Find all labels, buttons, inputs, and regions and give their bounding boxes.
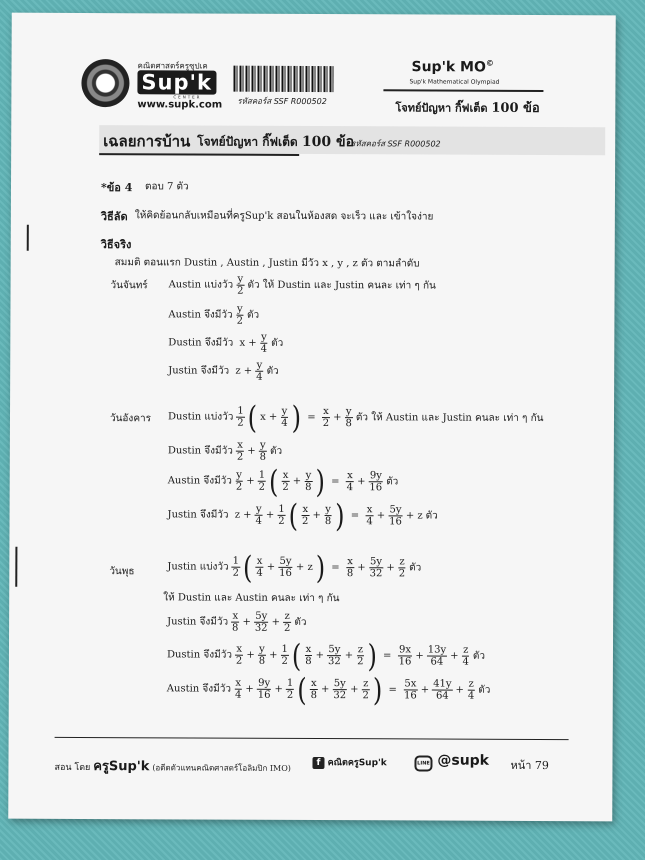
fraction: $\frac{y}{4}$	[256, 359, 263, 383]
fraction: $\frac{x}{2}$	[235, 643, 243, 667]
unit-label: ตัว	[294, 616, 307, 628]
give-austin-justin-text: ตัว ให้ Austin และ Justin คนละ เท่า ๆ กัน	[355, 412, 544, 425]
fraction: $\frac{1}{2}$	[258, 469, 266, 493]
document-page	[8, 13, 616, 822]
fraction: $\frac{x}{8}$	[310, 677, 318, 702]
fraction: $\frac{1}{2}$	[232, 555, 240, 579]
mon-justin-has: Justin จึงมีวัว z + $\frac{y}{4}$ ตัว	[168, 359, 279, 383]
line-id: @supk	[437, 752, 490, 769]
method-label: วิธีจริง	[100, 238, 132, 252]
fraction: $\frac{5y}{16}$	[389, 504, 402, 528]
band-subtitle-num: 100 ข้อ	[301, 133, 355, 151]
fraction: $\frac{y}{8}$	[305, 469, 312, 493]
footer-facebook	[312, 755, 386, 769]
brand-small-text: คณิตศาสตร์ครูซุปเค	[137, 61, 208, 71]
austin-has-label: Austin จึงมีวัว	[167, 475, 232, 487]
dustin-has-label: Dustin จึงมีวัว	[166, 649, 232, 661]
fraction: $\frac{5x}{16}$	[403, 678, 417, 702]
tue-dustin-has: Dustin จึงมีวัว $\frac{x}{2}$ + $\frac{y}{8}$ ตัว	[167, 439, 283, 463]
facebook-page: คณิตครูSup'k	[327, 758, 387, 769]
mon-austin-has	[168, 303, 259, 326]
austin-splits-label: Austin แบ่งวัว	[168, 279, 234, 291]
mo-title-text: Sup'k MO	[411, 59, 486, 76]
book-title	[395, 96, 539, 118]
fraction: $\frac{y}{4}$	[260, 331, 268, 355]
footer-line	[414, 752, 489, 771]
fraction: $\frac{1}{2}$	[237, 405, 244, 429]
fraction: $\frac{y}{4}$	[281, 405, 288, 429]
fraction: $\frac{z}{2}$	[362, 678, 369, 702]
brand-big-text: Sup'k	[137, 70, 216, 94]
teacher-name: ครูSup'k	[93, 759, 150, 775]
teach-by-label: สอน โดย	[54, 762, 91, 774]
fraction: $\frac{y}{8}$	[258, 643, 266, 667]
fraction: $\frac{5y}{16}$	[279, 555, 292, 579]
day-wednesday: วันพุธ	[109, 566, 135, 578]
fraction: $\frac{x}{8}$	[305, 643, 312, 668]
wed-justin-split: Justin แบ่งวัว $\frac{1}{2}$ ( $\frac{x}{4}$ + $\frac{5y}{16}$ + z ) = $\frac{x}{8}$ + $\frac{5y}{32}$ + $\frac{z}{2}$ ตัว	[167, 549, 422, 586]
wed-dustin-has: Dustin จึงมีวัว $\frac{x}{2}$ + $\frac{y}{8}$ + $\frac{1}{2}$ ( $\frac{x}{8}$ + $\frac{5y}{32}$ + $\frac{z}{2}$ ) = $\frac{9x}{16}$ + $\frac{13y}{64}$ + $\frac{z}{4}$ ตัว	[166, 637, 486, 674]
unit-label: ตัว	[386, 476, 399, 488]
fraction: $\frac{x}{4}$	[366, 504, 373, 528]
dustin-has-label: Dustin จึงมีวัว	[168, 337, 234, 349]
unit-label: ตัว	[271, 337, 284, 349]
fraction: $\frac{x}{4}$	[256, 555, 263, 579]
give-dustin-justin-text: ตัว ให้ Dustin และ Justin คนละ เท่า ๆ กัน	[247, 279, 436, 292]
tue-justin-has: Justin จึงมีวัว z + $\frac{y}{4}$ + $\frac{1}{2}$ ( $\frac{x}{2}$ + $\frac{y}{8}$ ) = $\frac{x}{4}$ + $\frac{5y}{16}$ + z ตัว	[167, 497, 438, 534]
fraction: $\frac{9y}{16}$	[369, 470, 383, 494]
barcode-code: รหัสคอร์ส SSF R000502	[237, 96, 327, 107]
justin-has-label: Justin จึงมีวัว	[167, 509, 229, 521]
austin-has-label: Austin จึงมีวัว	[166, 683, 232, 695]
teacher-note: (อดีตตัวแทนคณิตศาสตร์โอลิมปิก IMO)	[152, 763, 291, 773]
barcode	[233, 66, 333, 92]
give-dustin-austin-text: ให้ Dustin และ Austin คนละ เท่า ๆ กัน	[163, 592, 340, 605]
austin-has-label: Austin จึงมีวัว	[168, 309, 233, 321]
margin-mark	[27, 225, 29, 251]
facebook-icon: f	[312, 757, 324, 769]
fraction: $\frac{y}{2}$	[235, 469, 243, 493]
fraction: $\frac{z}{2}$	[398, 556, 406, 580]
fraction: $\frac{5y}{32}$	[254, 610, 268, 634]
fraction: $\frac{z}{2}$	[283, 610, 291, 634]
fraction: $\frac{y}{8}$	[324, 504, 332, 528]
fraction: $\frac{y}{2}$	[236, 303, 244, 327]
justin-splits-label: Justin แบ่งวัว	[167, 561, 229, 573]
mo-subtitle: Sup'k Mathematical Olympiad	[409, 78, 500, 86]
fraction: $\frac{y}{8}$	[259, 439, 266, 463]
fraction: $\frac{x}{4}$	[234, 677, 242, 701]
fraction: $\frac{x}{2}$	[236, 439, 244, 463]
mo-title	[411, 58, 493, 75]
fraction: $\frac{y}{4}$	[255, 503, 262, 527]
mo-divider	[383, 89, 543, 92]
wed-justin-has: Justin จึงมีวัว $\frac{x}{8}$ + $\frac{5y}{32}$ + $\frac{z}{2}$ ตัว	[167, 610, 307, 634]
fraction: $\frac{9y}{16}$	[257, 677, 271, 701]
book-title-num: 100 ข้อ	[491, 100, 540, 116]
justin-has-label: Justin จึงมีวัว	[167, 616, 229, 628]
day-tuesday: วันอังคาร	[109, 413, 152, 425]
band-subtitle	[197, 130, 354, 153]
assumption-text: สมมติ ตอนแรก Dustin , Austin , Justin มีวัว x , y , z ตัว ตามลำดับ	[114, 257, 420, 270]
tue-dustin-split: Dustin แบ่งวัว $\frac{1}{2}$ ( x + $\frac{y}{4}$ ) = $\frac{x}{2}$ + $\frac{y}{8}$ ตัว ให้ Austin และ Justin คนละ เท่า ๆ กัน	[167, 399, 544, 436]
unit-label: ตัว	[425, 510, 438, 522]
mon-austin-split	[169, 273, 436, 297]
fraction: $\frac{1}{2}$	[281, 643, 288, 667]
day-monday: วันจันทร์	[110, 280, 148, 292]
fraction: $\frac{y}{8}$	[345, 406, 352, 430]
fraction: $\frac{x}{8}$	[232, 610, 239, 634]
unit-label: ตัว	[472, 650, 486, 662]
book-title-prefix: โจทย์ปัญหา กิ๊ฟเต็ด	[395, 101, 488, 115]
website: www.supk.com	[137, 99, 223, 111]
brand-tag: CENTER	[173, 94, 202, 100]
tip-text: ให้คิดย้อนกลับเหมือนที่ครูSup'k สอนในห้องสด จะเร็ว และ เข้าใจง่าย	[134, 210, 434, 223]
fraction: $\frac{x}{4}$	[346, 470, 354, 494]
justin-has-label: Justin จึงมีวัว	[168, 365, 230, 377]
unit-label: ตัว	[266, 365, 279, 377]
fraction: $\frac{x}{2}$	[282, 469, 289, 493]
fraction: $\frac{1}{2}$	[286, 677, 294, 701]
tip-label: วิธีลัด	[100, 210, 128, 224]
fraction: $\frac{x}{2}$	[302, 503, 309, 527]
band-code: รหัสคอร์ส SSF R000502	[351, 139, 441, 149]
unit-label: ตัว	[409, 562, 422, 574]
question-answer: ตอบ 7 ตัว	[144, 181, 189, 193]
dustin-splits-label: Dustin แบ่งวัว	[167, 411, 234, 423]
brand-logo	[137, 70, 216, 94]
line-app-icon: LINE	[414, 755, 432, 771]
fraction: $\frac{9x}{16}$	[398, 644, 412, 668]
band-underline	[99, 153, 299, 156]
unit-label: ตัว	[246, 309, 260, 321]
mo-mark: ©	[485, 58, 494, 68]
fraction: $\frac{x}{2}$	[322, 406, 330, 430]
fraction: $\frac{5y}{32}$	[327, 644, 341, 668]
supk-logo-emblem-icon	[81, 59, 129, 107]
band-title: เฉลยการบ้าน	[103, 132, 191, 151]
fraction: $\frac{41y}{64}$	[433, 678, 452, 702]
fraction: $\frac{z}{4}$	[462, 644, 469, 668]
fraction: $\frac{z}{4}$	[467, 678, 475, 702]
fraction: $\frac{y}{2}$	[237, 273, 244, 297]
margin-mark	[15, 547, 17, 587]
tue-austin-has: Austin จึงมีวัว $\frac{y}{2}$ + $\frac{1}{2}$ ( $\frac{x}{2}$ + $\frac{y}{8}$ ) = $\frac{x}{4}$ + $\frac{9y}{16}$ ตัว	[167, 463, 399, 500]
footer-teacher	[54, 755, 291, 777]
band-subtitle-prefix: โจทย์ปัญหา กิ๊ฟเต็ด	[197, 134, 298, 149]
fraction: $\frac{z}{2}$	[357, 644, 364, 668]
mon-dustin-has: Dustin จึงมีวัว x + $\frac{y}{4}$ ตัว	[168, 331, 284, 355]
unit-label: ตัว	[269, 445, 283, 457]
fraction: $\frac{13y}{64}$	[427, 644, 447, 668]
fraction: $\frac{5y}{32}$	[333, 678, 347, 702]
unit-label: ตัว	[478, 684, 491, 696]
page-number: หน้า 79	[510, 758, 549, 773]
fraction: $\frac{1}{2}$	[278, 503, 285, 527]
footer-divider	[55, 737, 569, 740]
fraction: $\frac{x}{8}$	[346, 556, 354, 580]
dustin-has-label: Dustin จึงมีวัว	[167, 445, 233, 457]
fraction: $\frac{5y}{32}$	[369, 556, 383, 580]
wed-austin-has: Austin จึงมีวัว $\frac{x}{4}$ + $\frac{9y}{16}$ + $\frac{1}{2}$ ( $\frac{x}{8}$ + $\frac{5y}{32}$ + $\frac{z}{2}$ ) = $\frac{5x}{16}$ + $\frac{41y}{64}$ + $\frac{z}{4}$ ตัว	[166, 671, 491, 709]
question-label: *ข้อ 4	[100, 181, 133, 195]
